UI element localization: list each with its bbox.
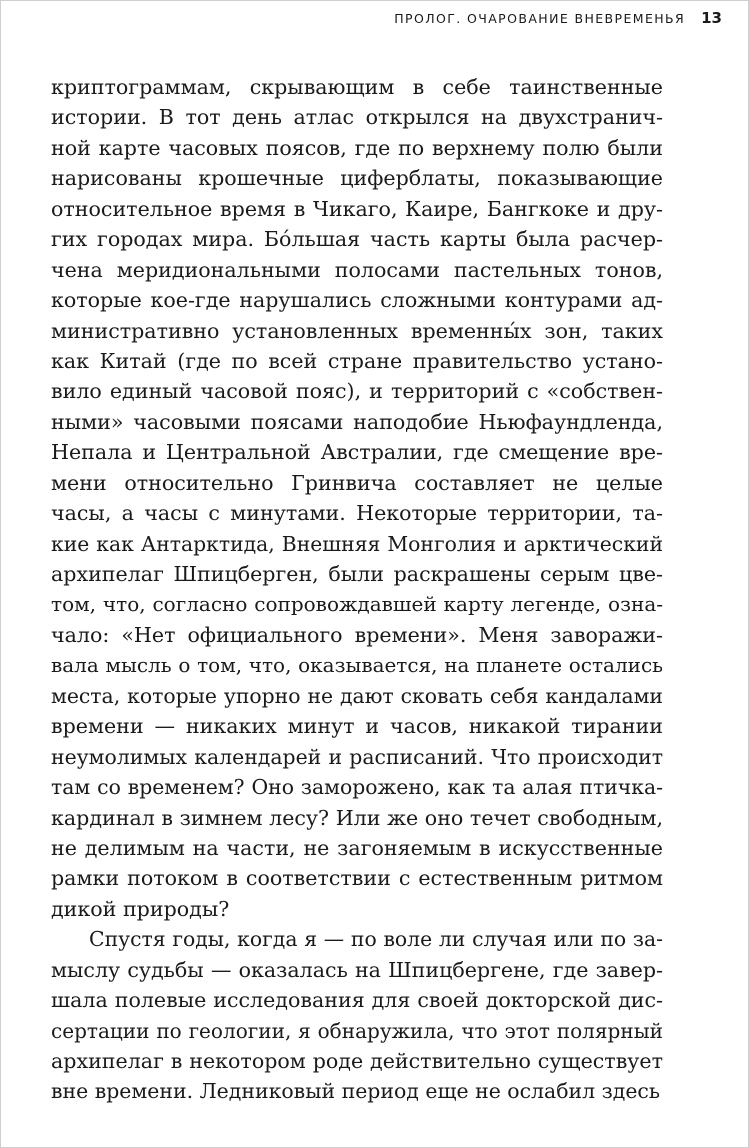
page-number: 13: [701, 9, 722, 27]
text-line: относительное время в Чикаго, Каире, Бангкоке и дру-: [51, 196, 663, 221]
text-line: дикой природы?: [51, 896, 230, 921]
text-line: чена меридиональными полосами пастельных тонов,: [51, 257, 663, 282]
text-line: ными» часовыми поясами наподобие Ньюфаундленда,: [51, 409, 663, 434]
body-text: [51, 72, 663, 1107]
text-line: которые кое-где нарушались сложными контурами ад-: [51, 288, 663, 313]
running-title: ПРОЛОГ. ОЧАРОВАНИЕ ВНЕВРЕМЕНЬЯ: [394, 11, 686, 26]
text-line: сертации по геологии, я обнаружила, что этот полярный: [51, 1018, 663, 1043]
text-line: времени — никаких минут и часов, никакой тирании: [51, 714, 663, 739]
text-line: чало: «Нет официального времени». Меня заворажи-: [51, 622, 663, 647]
text-line: мыслу судьбы — оказалась на Шпицбергене, где завер-: [51, 957, 663, 982]
paragraph: [51, 72, 663, 924]
text-line: часы, а часы с минутами. Некоторые территории, та-: [51, 501, 663, 526]
text-line: мени относительно Гринвича составляет не целые: [51, 470, 663, 495]
text-line: Спустя годы, когда я — по воле ли случая или по за-: [89, 927, 663, 952]
paragraph: [51, 924, 663, 1107]
running-header: [394, 9, 722, 27]
text-line: вило единый часовой пояс), и территорий с «собствен-: [51, 379, 663, 404]
text-line: места, которые упорно не дают сковать себя кандалами: [51, 683, 663, 708]
text-line: как Китай (где по всей стране правительство устано-: [51, 348, 663, 373]
text-line: архипелаг Шпицберген, были раскрашены серым цве-: [51, 562, 663, 586]
text-line: шала полевые исследования для своей докторской дис-: [51, 988, 663, 1013]
text-line: не делимым на части, не загоняемым в искусственные: [51, 835, 663, 860]
text-line: том, что, согласно сопровождавшей карту легенде, озна-: [51, 592, 663, 617]
text-line: Непала и Центральной Австралии, где смещение вре-: [51, 440, 663, 465]
text-line: вала мысль о том, что, оказывается, на планете остались: [51, 653, 663, 678]
text-line: кардинал в зимнем лесу? Или же оно течет свободным,: [51, 805, 663, 830]
text-line: вне времени. Ледниковый период еще не ослабил здесь: [51, 1079, 661, 1104]
text-line: архипелаг в некотором роде действительно существует: [51, 1049, 663, 1073]
text-line: истории. В тот день атлас открылся на двухстранич-: [51, 105, 663, 130]
text-line: криптограммам, скрывающим в себе таинственные: [51, 75, 663, 99]
text-line: министративно установленных временны́х зон, таких: [51, 318, 663, 343]
text-line: там со временем? Оно заморожено, как та алая птичка-: [51, 775, 663, 800]
text-line: кие как Антарктида, Внешняя Монголия и арктический: [51, 531, 663, 556]
text-line: гих городах мира. Бóльшая часть карты была расчер-: [51, 227, 663, 252]
text-line: рамки потоком в соответствии с естественным ритмом: [51, 866, 663, 891]
text-line: неумолимых календарей и расписаний. Что происходит: [51, 744, 663, 769]
text-line: ной карте часовых поясов, где по верхнему полю были: [51, 135, 663, 160]
text-line: нарисованы крошечные циферблаты, показывающие: [51, 166, 663, 191]
